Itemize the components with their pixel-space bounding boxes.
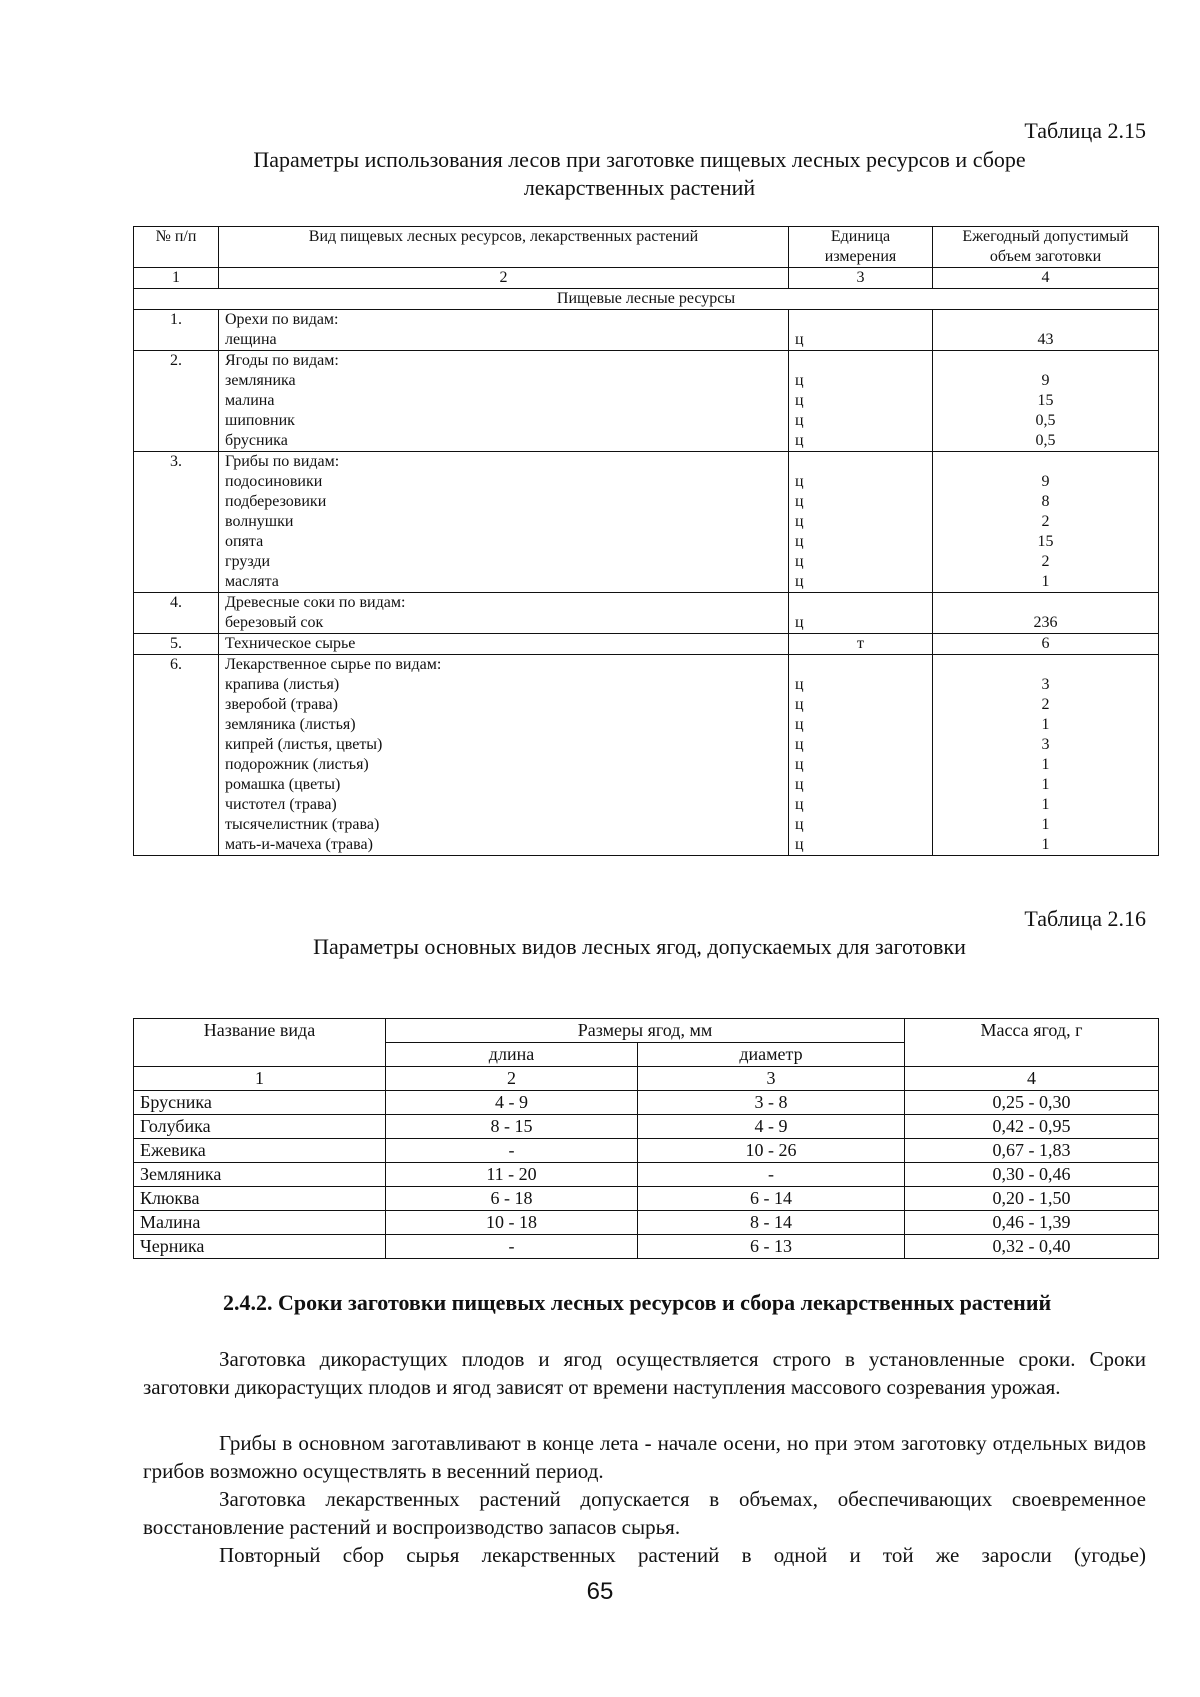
- table-berries: [133, 1018, 1159, 1259]
- table2-cell-name: Малина: [134, 1211, 386, 1235]
- table1-item-name: кипрей (листья, цветы): [219, 735, 789, 755]
- table1-group-row: [134, 655, 1159, 676]
- table1-section-row: [134, 289, 1159, 310]
- table1-group-row: [134, 351, 1159, 372]
- table1-item-value: 1: [933, 815, 1159, 835]
- table1-item-name: подорожник (листья): [219, 755, 789, 775]
- table1-item-value: 8: [933, 492, 1159, 512]
- table1-group-title: Древесные соки по видам:: [219, 593, 789, 614]
- table1-group-value: [933, 593, 1159, 614]
- table1-group-value: [933, 310, 1159, 331]
- paragraph-3: Заготовка лекарственных растений допускается в объемах, обеспечивающих своевременное восстановление растений и воспроизводство запасов сырья.: [143, 1487, 1146, 1539]
- table2-cell-length: -: [386, 1139, 638, 1163]
- table1-item-name: малина: [219, 391, 789, 411]
- table1-item-name: зверобой (трава): [219, 695, 789, 715]
- table1-item-unit: ц: [789, 512, 933, 532]
- table1-item-unit: ц: [789, 532, 933, 552]
- table1-item-name: подосиновики: [219, 472, 789, 492]
- table1-item-row: [134, 330, 1159, 351]
- table1-item-unit: ц: [789, 735, 933, 755]
- table1-item-row: [134, 835, 1159, 856]
- table1-colnum: 2: [219, 268, 789, 289]
- table1-item-unit: ц: [789, 675, 933, 695]
- table2-cell-mass: 0,20 - 1,50: [905, 1187, 1159, 1211]
- table2-colnum: 4: [905, 1067, 1159, 1091]
- table1-group-title: Лекарственное сырье по видам:: [219, 655, 789, 676]
- table1-item-row: [134, 371, 1159, 391]
- table1-item-unit: ц: [789, 715, 933, 735]
- table1-group-row: [134, 593, 1159, 614]
- table1-item-row: [134, 735, 1159, 755]
- table1-group-title: Техническое сырье: [219, 634, 789, 655]
- table1-item-unit: ц: [789, 431, 933, 452]
- table1-body: [134, 227, 1159, 856]
- table1-item-name: мать-и-мачеха (трава): [219, 835, 789, 856]
- table1-item-row: [134, 431, 1159, 452]
- table1-title-line2: лекарственных растений: [523, 175, 756, 200]
- table1-group-value: [933, 452, 1159, 473]
- table1-group-value: [933, 655, 1159, 676]
- table1-item-row: [134, 411, 1159, 431]
- table1-item-unit: ц: [789, 492, 933, 512]
- table1-item-unit: ц: [789, 552, 933, 572]
- table1-group-unit: [789, 351, 933, 372]
- table1-item-row: [134, 695, 1159, 715]
- table1-item-unit: ц: [789, 795, 933, 815]
- table1-item-name: лещина: [219, 330, 789, 351]
- table1-item-name: березовый сок: [219, 613, 789, 634]
- table2-row: [134, 1163, 1159, 1187]
- table1-item-name: тысячелистник (трава): [219, 815, 789, 835]
- table1-item-row: [134, 512, 1159, 532]
- table1-item-value: 15: [933, 391, 1159, 411]
- table2-cell-diameter: 6 - 14: [638, 1187, 905, 1211]
- table1-section: Пищевые лесные ресурсы: [134, 289, 1159, 310]
- table2-cell-diameter: 6 - 13: [638, 1235, 905, 1259]
- table2-cell-diameter: 3 - 8: [638, 1091, 905, 1115]
- table2-cell-name: Голубика: [134, 1115, 386, 1139]
- table1-group-num: 1.: [134, 310, 219, 351]
- table2-cell-diameter: 10 - 26: [638, 1139, 905, 1163]
- table1-item-row: [134, 391, 1159, 411]
- table1-group-unit: т: [789, 634, 933, 655]
- table1-group-num: 4.: [134, 593, 219, 634]
- table1-group-unit: [789, 593, 933, 614]
- table2-cell-mass: 0,67 - 1,83: [905, 1139, 1159, 1163]
- table2-cell-length: 4 - 9: [386, 1091, 638, 1115]
- table1-item-row: [134, 613, 1159, 634]
- table1-item-value: 236: [933, 613, 1159, 634]
- table1-caption: Таблица 2.15: [1024, 118, 1146, 143]
- table2-colnum-row: [134, 1067, 1159, 1091]
- table1-item-unit: ц: [789, 815, 933, 835]
- table1-item-unit: ц: [789, 695, 933, 715]
- table1-header-volume: Ежегодный допустимый объем заготовки: [933, 227, 1159, 268]
- table1-item-value: 1: [933, 775, 1159, 795]
- table2-cell-length: 10 - 18: [386, 1211, 638, 1235]
- table1-item-value: 2: [933, 552, 1159, 572]
- table1-group-num: 3.: [134, 452, 219, 593]
- table1-item-name: подберезовики: [219, 492, 789, 512]
- table1-group-row: [134, 452, 1159, 473]
- table2-colnum: 1: [134, 1067, 386, 1091]
- table1-item-value: 43: [933, 330, 1159, 351]
- table1-item-value: 2: [933, 512, 1159, 532]
- table2-caption: Таблица 2.16: [1024, 906, 1146, 931]
- table1-item-name: грузди: [219, 552, 789, 572]
- table1-item-name: волнушки: [219, 512, 789, 532]
- table1-group-title: Ягоды по видам:: [219, 351, 789, 372]
- table2-row: [134, 1091, 1159, 1115]
- table1-item-row: [134, 775, 1159, 795]
- table2-cell-name: Земляника: [134, 1163, 386, 1187]
- table2-header-row: [134, 1019, 1159, 1043]
- table2-body: [134, 1019, 1159, 1259]
- table2-row: [134, 1139, 1159, 1163]
- table1-group-row: [134, 310, 1159, 331]
- table1-group-unit: [789, 310, 933, 331]
- table1-item-value: 0,5: [933, 411, 1159, 431]
- table1-colnum-row: [134, 268, 1159, 289]
- table2-row: [134, 1211, 1159, 1235]
- paragraph-4: Повторный сбор сырья лекарственных растений в одной и той же заросли (угодье): [219, 1543, 1146, 1567]
- table2-title: Параметры основных видов лесных ягод, допускаемых для заготовки: [313, 934, 966, 959]
- table1-item-unit: ц: [789, 613, 933, 634]
- table1-item-value: 2: [933, 695, 1159, 715]
- paragraph-2: Грибы в основном заготавливают в конце лета - начале осени, но при этом заготовку отдельных видов грибов возможно осуществлять в весенний период.: [143, 1431, 1146, 1483]
- table2-cell-length: 11 - 20: [386, 1163, 638, 1187]
- table2-header-diameter: диаметр: [638, 1043, 905, 1067]
- page-number: 65: [586, 1578, 614, 1605]
- table1-item-value: 1: [933, 795, 1159, 815]
- table1-item-unit: ц: [789, 775, 933, 795]
- table1-item-value: 1: [933, 715, 1159, 735]
- table1-item-unit: ц: [789, 371, 933, 391]
- table2-cell-mass: 0,25 - 0,30: [905, 1091, 1159, 1115]
- table2-row: [134, 1187, 1159, 1211]
- table-forest-resources: [133, 226, 1159, 856]
- table2-cell-diameter: -: [638, 1163, 905, 1187]
- table1-item-row: [134, 815, 1159, 835]
- table2-header-length: длина: [386, 1043, 638, 1067]
- table1-group-num: 5.: [134, 634, 219, 655]
- table2-cell-diameter: 8 - 14: [638, 1211, 905, 1235]
- table2-header-size: Размеры ягод, мм: [386, 1019, 905, 1043]
- table1-group-unit: [789, 655, 933, 676]
- table1-colnum: 4: [933, 268, 1159, 289]
- table1-item-row: [134, 532, 1159, 552]
- table1-item-value: 3: [933, 735, 1159, 755]
- table2-cell-length: 8 - 15: [386, 1115, 638, 1139]
- table1-item-name: земляника: [219, 371, 789, 391]
- table1-item-value: 0,5: [933, 431, 1159, 452]
- paragraph-1: Заготовка дикорастущих плодов и ягод осуществляется строго в установленные сроки. Сроки заготовки дикорастущих плодов и ягод зависят от времени наступления массового созревания урожая.: [143, 1347, 1146, 1399]
- table1-group-title: Орехи по видам:: [219, 310, 789, 331]
- table1-title: [133, 146, 1146, 202]
- table1-item-row: [134, 755, 1159, 775]
- table1-item-unit: ц: [789, 330, 933, 351]
- table1-item-name: брусника: [219, 431, 789, 452]
- table1-item-row: [134, 492, 1159, 512]
- table1-item-row: [134, 795, 1159, 815]
- table1-item-name: ромашка (цветы): [219, 775, 789, 795]
- table1-item-unit: ц: [789, 472, 933, 492]
- table1-item-row: [134, 675, 1159, 695]
- table1-group-row: [134, 634, 1159, 655]
- table1-header-num: № п/п: [134, 227, 219, 268]
- table1-item-value: 3: [933, 675, 1159, 695]
- table2-cell-name: Ежевика: [134, 1139, 386, 1163]
- table1-group-unit: [789, 452, 933, 473]
- table1-item-row: [134, 715, 1159, 735]
- table1-item-row: [134, 572, 1159, 593]
- table1-item-name: маслята: [219, 572, 789, 593]
- table2-colnum: 2: [386, 1067, 638, 1091]
- table1-colnum: 3: [789, 268, 933, 289]
- table1-item-name: шиповник: [219, 411, 789, 431]
- table1-item-value: 9: [933, 371, 1159, 391]
- table2-cell-name: Брусника: [134, 1091, 386, 1115]
- table2-cell-mass: 0,42 - 0,95: [905, 1115, 1159, 1139]
- table1-item-row: [134, 552, 1159, 572]
- table2-cell-mass: 0,46 - 1,39: [905, 1211, 1159, 1235]
- table1-colnum: 1: [134, 268, 219, 289]
- section-heading: 2.4.2. Сроки заготовки пищевых лесных ресурсов и сбора лекарственных растений: [223, 1290, 1052, 1315]
- table1-group-value: 6: [933, 634, 1159, 655]
- table1-item-unit: ц: [789, 391, 933, 411]
- table1-item-value: 1: [933, 835, 1159, 856]
- table1-item-value: 1: [933, 572, 1159, 593]
- table2-cell-length: 6 - 18: [386, 1187, 638, 1211]
- table2-colnum: 3: [638, 1067, 905, 1091]
- table1-item-value: 1: [933, 755, 1159, 775]
- table1-header-kind: Вид пищевых лесных ресурсов, лекарственных растений: [219, 227, 789, 268]
- table2-cell-diameter: 4 - 9: [638, 1115, 905, 1139]
- table1-item-unit: ц: [789, 835, 933, 856]
- table2-cell-name: Клюква: [134, 1187, 386, 1211]
- table1-group-value: [933, 351, 1159, 372]
- table1-item-name: чистотел (трава): [219, 795, 789, 815]
- table2-row: [134, 1115, 1159, 1139]
- table1-group-title: Грибы по видам:: [219, 452, 789, 473]
- table2-header-mass: Масса ягод, г: [905, 1019, 1159, 1067]
- table1-item-unit: ц: [789, 572, 933, 593]
- table1-item-value: 9: [933, 472, 1159, 492]
- table1-header-unit: Единица измерения: [789, 227, 933, 268]
- table2-cell-mass: 0,32 - 0,40: [905, 1235, 1159, 1259]
- table1-title-line1: Параметры использования лесов при заготовке пищевых лесных ресурсов и сборе: [253, 147, 1026, 172]
- table2-cell-length: -: [386, 1235, 638, 1259]
- table1-header-row: [134, 227, 1159, 268]
- table1-item-name: крапива (листья): [219, 675, 789, 695]
- table1-item-name: опята: [219, 532, 789, 552]
- table2-row: [134, 1235, 1159, 1259]
- table1-item-unit: ц: [789, 411, 933, 431]
- table1-item-unit: ц: [789, 755, 933, 775]
- table1-group-num: 6.: [134, 655, 219, 856]
- table2-cell-name: Черника: [134, 1235, 386, 1259]
- table1-group-num: 2.: [134, 351, 219, 452]
- table1-item-value: 15: [933, 532, 1159, 552]
- table1-item-name: земляника (листья): [219, 715, 789, 735]
- table2-cell-mass: 0,30 - 0,46: [905, 1163, 1159, 1187]
- table2-header-name: Название вида: [134, 1019, 386, 1067]
- table1-item-row: [134, 472, 1159, 492]
